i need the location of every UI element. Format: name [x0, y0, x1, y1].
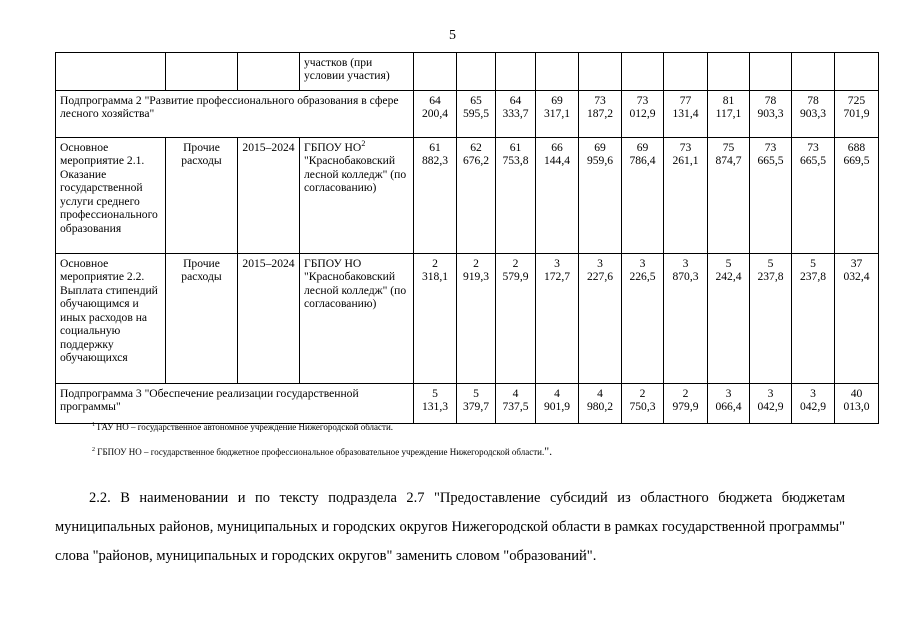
- table-row-subprogram-2: [56, 91, 879, 138]
- value-cell: 73 187,2: [579, 91, 622, 138]
- value-cell: 61 882,3: [414, 138, 457, 254]
- table-row-subprogram-3: [56, 384, 879, 424]
- amendment-paragraph: 2.2. В наименовании и по тексту подраздела 2.7 "Предоставление субсидий из областного бюджета бюджетам муниципальных районов, муниципальных и городских округов Нижегородской области в рамках государственной программы" слова "районов, муниципальных и городских округов" заменить словом "образований".: [55, 490, 845, 564]
- value-cell: 78 903,3: [750, 91, 792, 138]
- measure-name: Основное мероприятие 2.2. Выплата стипендий обучающимся и иных расходов на социальную поддержку обучающихся: [56, 254, 166, 384]
- value-cell: 73 665,5: [750, 138, 792, 254]
- footnote-1: $^1$ ГАУ НО – государственное автономное учреждение Нижегородской области.: [92, 422, 394, 432]
- value-cell: 64 333,7: [496, 91, 536, 138]
- value-cell: 3 227,6: [579, 254, 622, 384]
- subprogram-title: Подпрограмма 2 "Развитие профессионального образования в сфере лесного хозяйства": [56, 91, 414, 138]
- value-cell: 73 261,1: [664, 138, 708, 254]
- value-cell: 69 317,1: [536, 91, 579, 138]
- value-cell: 2 979,9: [664, 384, 708, 424]
- value-cell: 5 237,8: [792, 254, 835, 384]
- period: 2015–2024: [238, 254, 300, 384]
- executor-cell: участков (при условии участия): [300, 53, 414, 91]
- value-cell: 73 012,9: [622, 91, 664, 138]
- value-cell: 3 226,5: [622, 254, 664, 384]
- value-cell: 78 903,3: [792, 91, 835, 138]
- value-cell: 64 200,4: [414, 91, 457, 138]
- value-cell-total: 37 032,4: [835, 254, 879, 384]
- value-cell: 4 980,2: [579, 384, 622, 424]
- value-cell: 3 066,4: [708, 384, 750, 424]
- page-number: 5: [449, 28, 456, 43]
- value-cell: 5 242,4: [708, 254, 750, 384]
- value-cell: 73 665,5: [792, 138, 835, 254]
- value-cell: 3 172,7: [536, 254, 579, 384]
- value-cell: 66 144,4: [536, 138, 579, 254]
- table-row-measure-2-2: [56, 254, 879, 384]
- value-cell-total: 725 701,9: [835, 91, 879, 138]
- expense-category: Прочие расходы: [166, 138, 238, 254]
- footnote-ref: 2: [361, 139, 366, 149]
- value-cell: 69 786,4: [622, 138, 664, 254]
- table-row-continuation: [56, 53, 879, 91]
- table-row-measure-2-1: [56, 138, 879, 254]
- value-cell: 62 676,2: [457, 138, 496, 254]
- value-cell: 5 131,3: [414, 384, 457, 424]
- period: 2015–2024: [238, 138, 300, 254]
- value-cell: 81 117,1: [708, 91, 750, 138]
- value-cell: 4 901,9: [536, 384, 579, 424]
- value-cell: 4 737,5: [496, 384, 536, 424]
- value-cell: 2 579,9: [496, 254, 536, 384]
- value-cell: 2 318,1: [414, 254, 457, 384]
- value-cell: 2 750,3: [622, 384, 664, 424]
- measure-name: Основное мероприятие 2.1. Оказание государственной услуги среднего профессионального образования: [56, 138, 166, 254]
- value-cell: 2 919,3: [457, 254, 496, 384]
- executor-cell: ГБПОУ $НО^2$ "Краснобаковский лесной колледж" (по согласованию): [300, 138, 414, 254]
- program-table: [55, 52, 879, 424]
- value-cell: 5 379,7: [457, 384, 496, 424]
- expense-category: Прочие расходы: [166, 254, 238, 384]
- value-cell: 69 959,6: [579, 138, 622, 254]
- value-cell: 61 753,8: [496, 138, 536, 254]
- executor-cell: ГБПОУ НО "Краснобаковский лесной колледж" (по согласованию): [300, 254, 414, 384]
- value-cell: 3 042,9: [792, 384, 835, 424]
- value-cell: 65 595,5: [457, 91, 496, 138]
- subprogram-title: Подпрограмма 3 "Обеспечение реализации государственной программы": [56, 384, 414, 424]
- value-cell-total: 688 669,5: [835, 138, 879, 254]
- value-cell: 3 870,3: [664, 254, 708, 384]
- value-cell: 5 237,8: [750, 254, 792, 384]
- value-cell: 3 042,9: [750, 384, 792, 424]
- footnote-2: $^2$ ГБПОУ НО – государственное бюджетное профессиональное образовательное учреждение Нижегородской области.".: [92, 444, 553, 458]
- value-cell: 75 874,7: [708, 138, 750, 254]
- value-cell-total: 40 013,0: [835, 384, 879, 424]
- value-cell: 77 131,4: [664, 91, 708, 138]
